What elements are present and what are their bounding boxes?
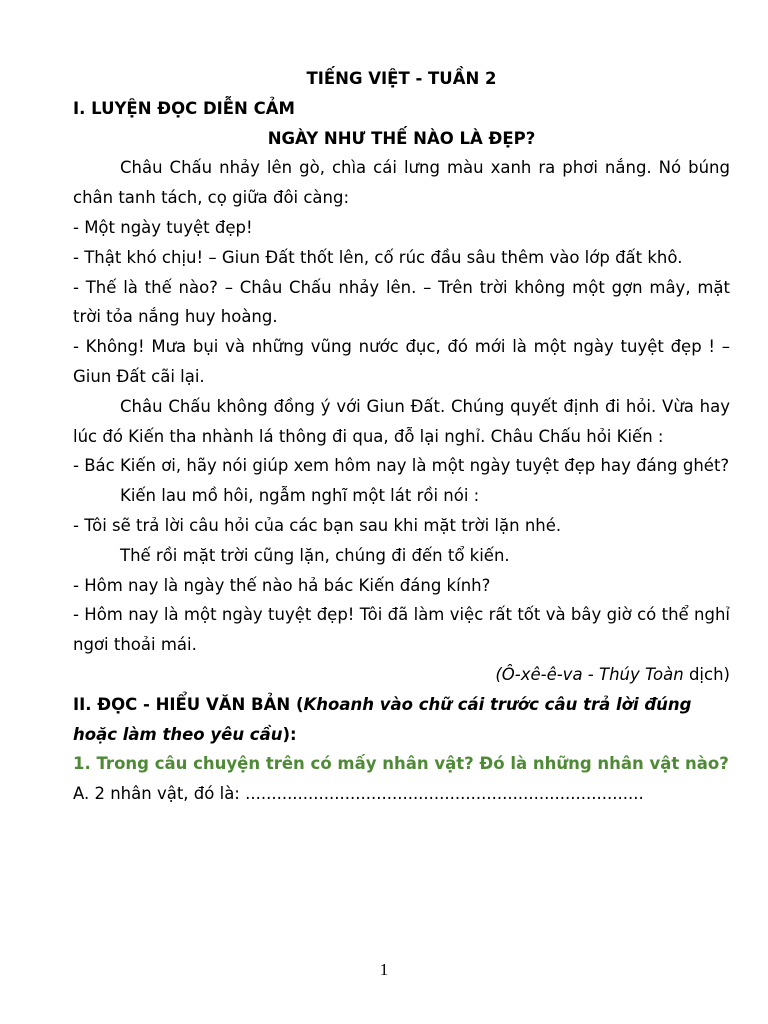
story-paragraph-6: Châu Chấu không đồng ý với Giun Đất. Chúng quyết định đi hỏi. Vừa hay lúc đó Kiến tha nhành lá thông đi qua, đỗ lại nghỉ. Châu Chấu hỏi Kiến : (73, 396, 730, 446)
story-paragraph-4: - Thế là thế nào? – Châu Chấu nhảy lên. – Trên trời không một gợn mây, mặt trời tỏa nắng huy hoàng. (73, 277, 730, 327)
story-paragraph-9: - Tôi sẽ trả lời câu hỏi của các bạn sau khi mặt trời lặn nhé. (73, 515, 562, 535)
attribution-author: (Ô-xê-ê-va - Thúy Toàn (495, 664, 684, 684)
story-title: NGÀY NHƯ THẾ NÀO LÀ ĐẸP? (267, 128, 536, 148)
document-title: TIẾNG VIỆT - TUẦN 2 (306, 69, 497, 88)
section-2-heading (73, 690, 730, 750)
story-paragraph-10: Thế rồi mặt trời cũng lặn, chúng đi đến tổ kiến. (120, 545, 510, 565)
story-paragraph-3: - Thật khó chịu! – Giun Đất thốt lên, cố rúc đầu sâu thêm vào lớp đất khô. (73, 247, 683, 267)
page-number: 1 (379, 960, 389, 979)
story-paragraph-1: Châu Chấu nhảy lên gò, chìa cái lưng màu xanh ra phơi nắng. Nó búng chân tanh tách, cọ giữa đôi càng: (73, 158, 730, 208)
section-2-heading-instruction: Khoanh vào chữ cái trước câu trả lời đúng hoặc làm theo yêu cầu (73, 694, 692, 744)
story-attribution (73, 660, 730, 690)
story-paragraph-5: - Không! Mưa bụi và những vũng nước đục, đó mới là một ngày tuyệt đẹp ! – Giun Đất cãi lại. (73, 337, 730, 386)
section-2-heading-main: II. ĐỌC - HIỂU VĂN BẢN ( (73, 694, 304, 714)
section-1-heading: I. LUYỆN ĐỌC DIỄN CẢM (73, 98, 295, 118)
question-1: 1. Trong câu chuyện trên có mấy nhân vật? Đó là những nhân vật nào? (73, 754, 729, 774)
story-paragraph-11: - Hôm nay là ngày thế nào hả bác Kiến đáng kính? (73, 575, 491, 595)
attribution-suffix: dịch) (683, 664, 730, 684)
story-paragraph-7: - Bác Kiến ơi, hãy nói giúp xem hôm nay là một ngày tuyệt đẹp hay đáng ghét? (73, 456, 730, 476)
document-page (73, 64, 730, 809)
story-paragraph-12: - Hôm nay là một ngày tuyệt đẹp! Tôi đã làm việc rất tốt và bây giờ có thể nghỉ ngơi thoải mái. (73, 605, 730, 655)
story-paragraph-2: - Một ngày tuyệt đẹp! (73, 217, 253, 237)
answer-a: A. 2 nhân vật, đó là: ............................................................................ (73, 784, 644, 804)
section-2-heading-end: ): (282, 724, 297, 744)
story-paragraph-8: Kiến lau mồ hôi, ngẫm nghĩ một lát rồi nói : (120, 486, 480, 506)
